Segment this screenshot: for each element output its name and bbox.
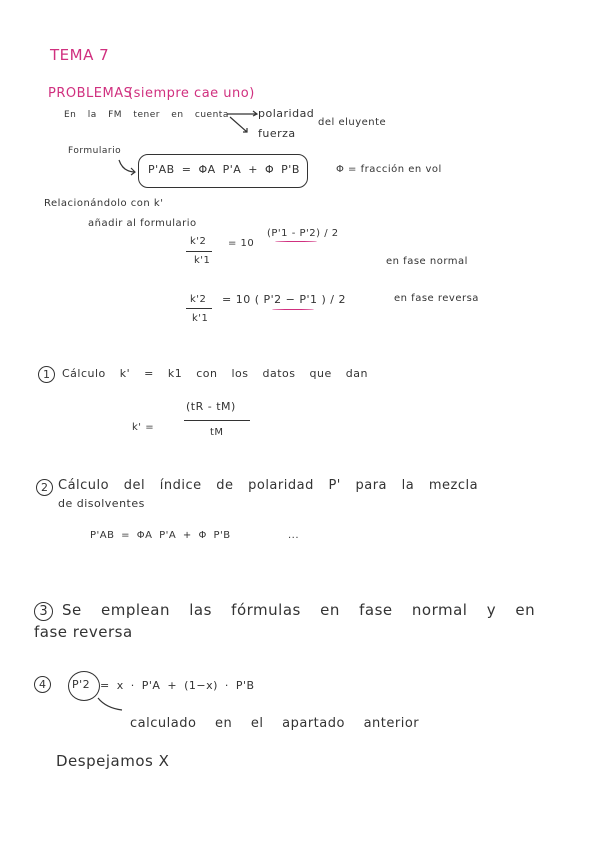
step-4-circled: P'2 <box>72 678 91 691</box>
fm-suffix: del eluyente <box>318 117 387 128</box>
step-number: 2 <box>36 479 53 496</box>
problems-heading: PROBLEMAS <box>48 86 133 101</box>
fm-branch-fuerza: fuerza <box>258 127 296 140</box>
reverse-lhs-den: k'1 <box>192 313 209 324</box>
normal-lhs-den: k'1 <box>194 255 211 266</box>
relation-line-1: Relacionándolo con k' <box>44 198 164 209</box>
formulario-label: Formulario <box>68 146 122 156</box>
reverse-lhs-num: k'2 <box>190 294 207 305</box>
arrows-icon <box>225 108 261 138</box>
main-formula: P'AB = ΦA P'A + Φ P'B <box>148 163 300 176</box>
normal-rhs: = 10 <box>228 238 255 249</box>
k-lhs: k' = <box>132 422 155 433</box>
normal-exponent: (P'1 - P'2) / 2 <box>267 228 339 239</box>
normal-phase-label: en fase normal <box>386 256 468 267</box>
problems-note: (siempre cae uno) <box>128 86 255 101</box>
step-3-text: Se emplean las fórmulas en fase normal y en <box>62 601 536 619</box>
pointer-arrow-icon <box>96 696 126 716</box>
step-number: 1 <box>38 366 55 383</box>
step-2-formula: P'AB = ΦA P'A + Φ P'B <box>90 530 231 541</box>
fm-intro: En la FM tener en cuenta <box>64 110 229 120</box>
formulario-arrow-icon <box>117 158 139 178</box>
step-2-text-2: de disolventes <box>58 497 145 510</box>
step-4-formula: = x · P'A + (1−x) · P'B <box>100 679 255 692</box>
reverse-rhs: = 10 ( P'2 − P'1 ) / 2 <box>222 293 347 306</box>
page-title: TEMA 7 <box>50 46 110 64</box>
fm-branch-polaridad: polaridad <box>258 107 315 120</box>
final-text: Despejamos X <box>56 752 170 770</box>
step-number: 4 <box>34 676 51 693</box>
phi-definition: Φ = fracción en vol <box>336 164 442 175</box>
relation-line-2: añadir al formulario <box>88 218 197 229</box>
k-denominator: tM <box>210 427 224 438</box>
ellipsis: ... <box>288 530 300 541</box>
k-numerator: (tR - tM) <box>186 400 236 413</box>
reverse-phase-label: en fase reversa <box>394 293 479 304</box>
normal-lhs-num: k'2 <box>190 236 207 247</box>
step-1-text: Cálculo k' = k1 con los datos que dan <box>62 367 368 380</box>
step-3-text-2: fase reversa <box>34 623 133 641</box>
step-number: 3 <box>34 602 53 621</box>
step-4-note: calculado en el apartado anterior <box>130 716 420 731</box>
step-2-text: Cálculo del índice de polaridad P' para la mezcla <box>58 478 479 493</box>
